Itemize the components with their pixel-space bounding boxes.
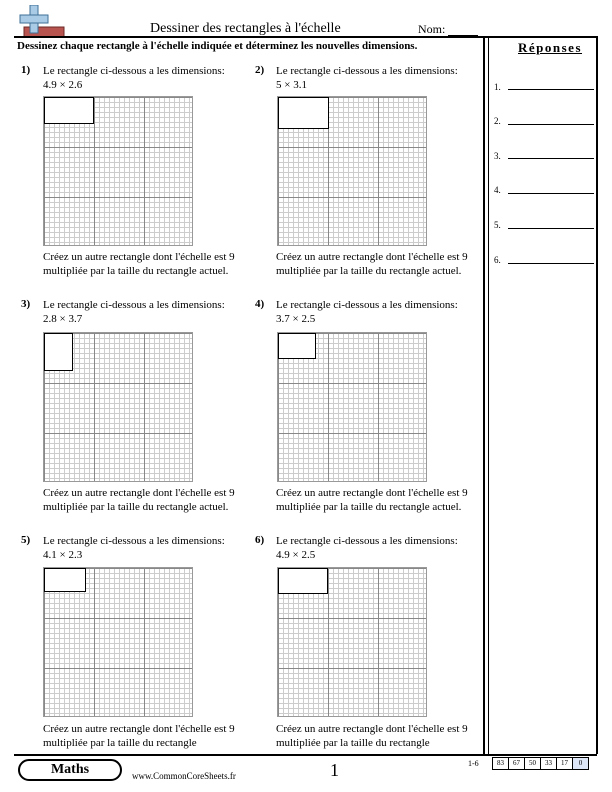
problem-dimensions: 2.8 × 3.7: [43, 313, 83, 325]
name-label: Nom:: [418, 22, 446, 36]
problem-number: 6): [255, 534, 265, 546]
score-cell: 17: [556, 757, 573, 770]
problem-text: Le rectangle ci-dessous a les dimensions:: [276, 535, 458, 547]
drawing-grid[interactable]: [43, 567, 193, 717]
problem-statement: [276, 64, 481, 92]
footer-divider: [14, 754, 597, 756]
instructions: Dessinez chaque rectangle à l'échelle indiquée et déterminez les nouvelles dimensions.: [17, 40, 418, 52]
score-cell: 83: [492, 757, 509, 770]
problem-number: 3): [21, 298, 31, 310]
problem-dimensions: 4.1 × 2.3: [43, 549, 83, 561]
answer-field-1[interactable]: [508, 89, 594, 90]
answer-label: 5.: [494, 220, 501, 230]
worksheet-title: Dessiner des rectangles à l'échelle: [150, 21, 341, 36]
drawing-grid[interactable]: [43, 96, 193, 246]
drawing-grid[interactable]: [277, 567, 427, 717]
problem-range: 1-6: [468, 759, 479, 768]
problem-number: 4): [255, 298, 265, 310]
scale-task: Créez un autre rectangle dont l'échelle est 9 multipliée par la taille du rectangle actuel.: [276, 487, 468, 513]
problem-text: Le rectangle ci-dessous a les dimensions:: [43, 299, 225, 311]
problem-text: Le rectangle ci-dessous a les dimensions:: [43, 65, 225, 77]
score-cell: 50: [524, 757, 541, 770]
problem-dimensions: 4.9 × 2.5: [276, 549, 316, 561]
given-rectangle: [44, 97, 94, 124]
answers-title: Réponses: [518, 40, 583, 55]
problem-dimensions: 3.7 × 2.5: [276, 313, 316, 325]
answer-label: 6.: [494, 255, 501, 265]
given-rectangle: [278, 333, 316, 359]
answer-column-border-inner: [488, 36, 489, 754]
answer-label: 1.: [494, 82, 501, 92]
answer-field-2[interactable]: [508, 124, 594, 125]
answer-label: 3.: [494, 151, 501, 161]
problem-text: Le rectangle ci-dessous a les dimensions:: [276, 299, 458, 311]
problem-statement: [276, 298, 481, 326]
score-table: [493, 757, 589, 770]
answer-field-5[interactable]: [508, 228, 594, 229]
answer-label: 2.: [494, 116, 501, 126]
problem-number: 5): [21, 534, 31, 546]
problem-statement: [276, 534, 481, 562]
scale-task: Créez un autre rectangle dont l'échelle est 9 multipliée par la taille du rectangle actuel.: [276, 251, 468, 277]
problem-text: Le rectangle ci-dessous a les dimensions:: [43, 535, 225, 547]
scale-task: Créez un autre rectangle dont l'échelle est 9 multipliée par la taille du rectangle: [276, 723, 468, 749]
problem-text: Le rectangle ci-dessous a les dimensions:: [276, 65, 458, 77]
drawing-grid[interactable]: [277, 96, 427, 246]
page-number: 1: [330, 760, 339, 780]
score-cell: 0: [572, 757, 589, 770]
given-rectangle: [278, 568, 328, 594]
problem-dimensions: 5 × 3.1: [276, 79, 307, 91]
subject-badge: Maths: [18, 759, 122, 781]
drawing-grid[interactable]: [277, 332, 427, 482]
problem-number: 2): [255, 64, 265, 76]
scale-task: Créez un autre rectangle dont l'échelle est 9 multipliée par la taille du rectangle: [43, 723, 235, 749]
answer-field-6[interactable]: [508, 263, 594, 264]
header-divider: [14, 36, 597, 38]
page-right-border: [596, 36, 598, 754]
given-rectangle: [278, 97, 329, 129]
problem-dimensions: 4.9 × 2.6: [43, 79, 83, 91]
score-cell: 67: [508, 757, 525, 770]
answer-field-4[interactable]: [508, 193, 594, 194]
problem-number: 1): [21, 64, 31, 76]
drawing-grid[interactable]: [43, 332, 193, 482]
problem-statement: [43, 298, 248, 326]
given-rectangle: [44, 333, 73, 371]
answer-column-border: [483, 36, 485, 754]
scale-task: Créez un autre rectangle dont l'échelle est 9 multipliée par la taille du rectangle actuel.: [43, 251, 235, 277]
score-cell: 33: [540, 757, 557, 770]
answer-field-3[interactable]: [508, 158, 594, 159]
answer-label: 4.: [494, 185, 501, 195]
problem-statement: [43, 534, 248, 562]
site-url[interactable]: www.CommonCoreSheets.fr: [132, 771, 236, 781]
given-rectangle: [44, 568, 86, 592]
problem-statement: [43, 64, 248, 92]
scale-task: Créez un autre rectangle dont l'échelle est 9 multipliée par la taille du rectangle actuel.: [43, 487, 235, 513]
plus-logo-icon: [14, 5, 68, 37]
